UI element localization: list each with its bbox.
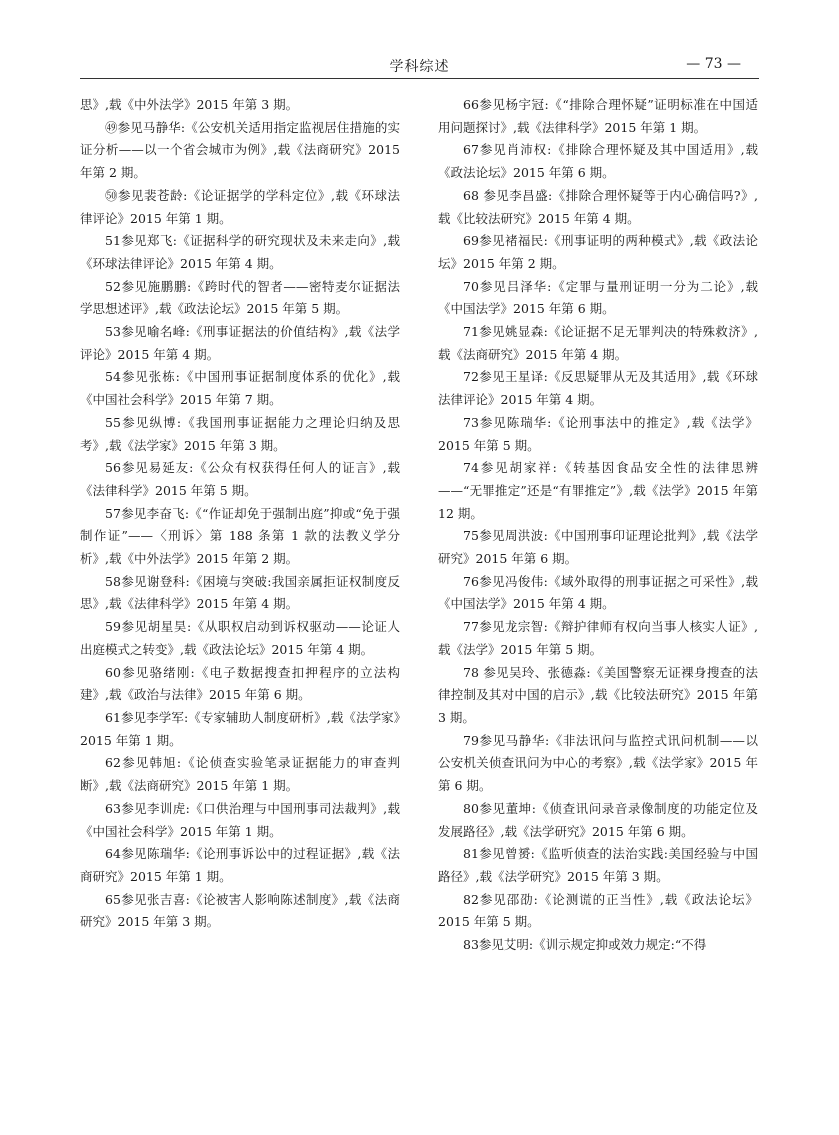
footnote-55: 55参见纵博:《我国刑事证据能力之理论归纳及思考》,载《法学家》2015 年第 3 期。 <box>80 414 400 453</box>
footnote-64: 64参见陈瑞华:《论刑事诉讼中的过程证据》,载《法商研究》2015 年第 1 期。 <box>80 846 400 884</box>
footnote-61: 61参见李学军:《专家辅助人制度研析》,载《法学家》2015 年第 1 期。 <box>80 709 400 748</box>
footnote-62: 62参见韩旭:《论侦查实验笔录证据能力的审查判断》,载《法商研究》2015 年第 1 期。 <box>80 755 400 794</box>
footnote-67: 67参见肖沛权:《排除合理怀疑及其中国适用》,载《政法论坛》2015 年第 6 期。 <box>438 142 758 181</box>
footnote-63: 63参见李训虎:《口供治理与中国刑事司法裁判》,载《中国社会科学》2015 年第 1 期。 <box>80 800 400 839</box>
footnote-69: 69参见褚福民:《刑事证明的两种模式》,载《政法论坛》2015 年第 2 期。 <box>438 233 758 271</box>
left-column <box>80 94 400 934</box>
footnote-79: 79参见马静华:《非法讯问与监控式讯问机制——以公安机关侦查讯问为中心的考察》,载《法学家》2015 年第 6 期。 <box>438 732 758 794</box>
footnote-66: 66参见杨宇冠:《“排除合理怀疑”证明标准在中国适用问题探讨》,载《法律科学》2015 年第 1 期。 <box>438 97 758 135</box>
footnote-73: 73参见陈瑞华:《论刑事法中的推定》,载《法学》2015 年第 5 期。 <box>438 414 758 453</box>
right-column <box>438 94 758 957</box>
footnote-65: 65参见张吉喜:《论被害人影响陈述制度》,载《法商研究》2015 年第 3 期。 <box>80 891 400 930</box>
footnote-54: 54参见张栋:《中国刑事证据制度体系的优化》,载《中国社会科学》2015 年第 7 期。 <box>80 369 400 408</box>
footnote-57: 57参见李奋飞:《“作证却免于强制出庭”抑或“免于强制作证”——〈刑诉〉第 188 条第 1 款的法教义学分析》,载《中外法学》2015 年第 2 期。 <box>80 505 400 567</box>
footnote-continued: 思》,载《中外法学》2015 年第 3 期。 <box>80 97 299 112</box>
footnote-59: 59参见胡星昊:《从职权启动到诉权驱动——论证人出庭模式之转变》,载《政法论坛》2015 年第 4 期。 <box>80 619 400 657</box>
footnote-74: 74参见胡家祥:《转基因食品安全性的法律思辨——“无罪推定”还是“有罪推定”》,载《法学》2015 年第 12 期。 <box>438 460 758 521</box>
running-header <box>80 52 759 82</box>
footnote-51: 51参见郑飞:《证据科学的研究现状及未来走向》,载《环球法律评论》2015 年第 4 期。 <box>80 233 400 271</box>
footnote-56: 56参见易延友:《公众有权获得任何人的证言》,载《法律科学》2015 年第 5 期。 <box>80 460 400 498</box>
header-rule <box>80 78 759 79</box>
footnote-49: ㊾参见马静华:《公安机关适用指定监视居住措施的实证分析——以一个省会城市为例》,载《法商研究》2015 年第 2 期。 <box>80 119 400 181</box>
footnote-70: 70参见吕泽华:《定罪与量刑证明一分为二论》,载《中国法学》2015 年第 6 期。 <box>438 278 758 317</box>
footnote-72: 72参见王星译:《反思疑罪从无及其适用》,载《环球法律评论》2015 年第 4 期。 <box>438 369 758 408</box>
footnote-53: 53参见喻名峰:《刑事证据法的价值结构》,载《法学评论》2015 年第 4 期。 <box>80 324 400 362</box>
footnote-76: 76参见冯俊伟:《域外取得的刑事证据之可采性》,载《中国法学》2015 年第 4 期。 <box>438 573 758 612</box>
footnote-58: 58参见谢登科:《困境与突破:我国亲属拒证权制度反思》,载《法律科学》2015 年第 4 期。 <box>80 573 400 612</box>
footnote-52: 52参见施鹏鹏:《跨时代的智者——密特麦尔证据法学思想述评》,载《政法论坛》2015 年第 5 期。 <box>80 278 400 317</box>
footnote-83: 83参见艾明:《训示规定抑或效力规定:“不得 <box>463 937 707 953</box>
footnote-77: 77参见龙宗智:《辩护律师有权向当事人核实人证》,载《法学》2015 年第 5 期。 <box>438 619 758 657</box>
footnote-50: ㊿参见裴苍龄:《论证据学的学科定位》,载《环球法律评论》2015 年第 1 期。 <box>80 187 400 226</box>
section-title: 学科综述 <box>389 59 450 75</box>
footnote-80: 80参见董坤:《侦查讯问录音录像制度的功能定位及发展路径》,载《法学研究》2015 年第 6 期。 <box>438 800 758 839</box>
footnote-68: 68 参见李昌盛:《排除合理怀疑等于内心确信吗?》,载《比较法研究》2015 年第 4 期。 <box>438 187 758 226</box>
footnote-82: 82参见邵劭:《论测谎的正当性》,载《政法论坛》2015 年第 5 期。 <box>438 891 758 930</box>
footnote-81: 81参见曾赟:《监听侦查的法治实践:美国经验与中国路径》,载《法学研究》2015 年第 3 期。 <box>438 846 758 884</box>
footnote-71: 71参见姚显森:《论证据不足无罪判决的特殊救济》,载《法商研究》2015 年第 4 期。 <box>438 324 758 362</box>
footnote-60: 60参见骆绪刚:《电子数据搜查扣押程序的立法构建》,载《政治与法律》2015 年第 6 期。 <box>80 664 400 703</box>
footnote-78: 78 参见吴玲、张德淼:《美国警察无证裸身搜查的法律控制及其对中国的启示》,载《比较法研究》2015 年第 3 期。 <box>438 664 758 725</box>
footnote-75: 75参见周洪波:《中国刑事印证理论批判》,载《法学研究》2015 年第 6 期。 <box>438 528 758 567</box>
page-number: — 73 — <box>686 56 741 72</box>
